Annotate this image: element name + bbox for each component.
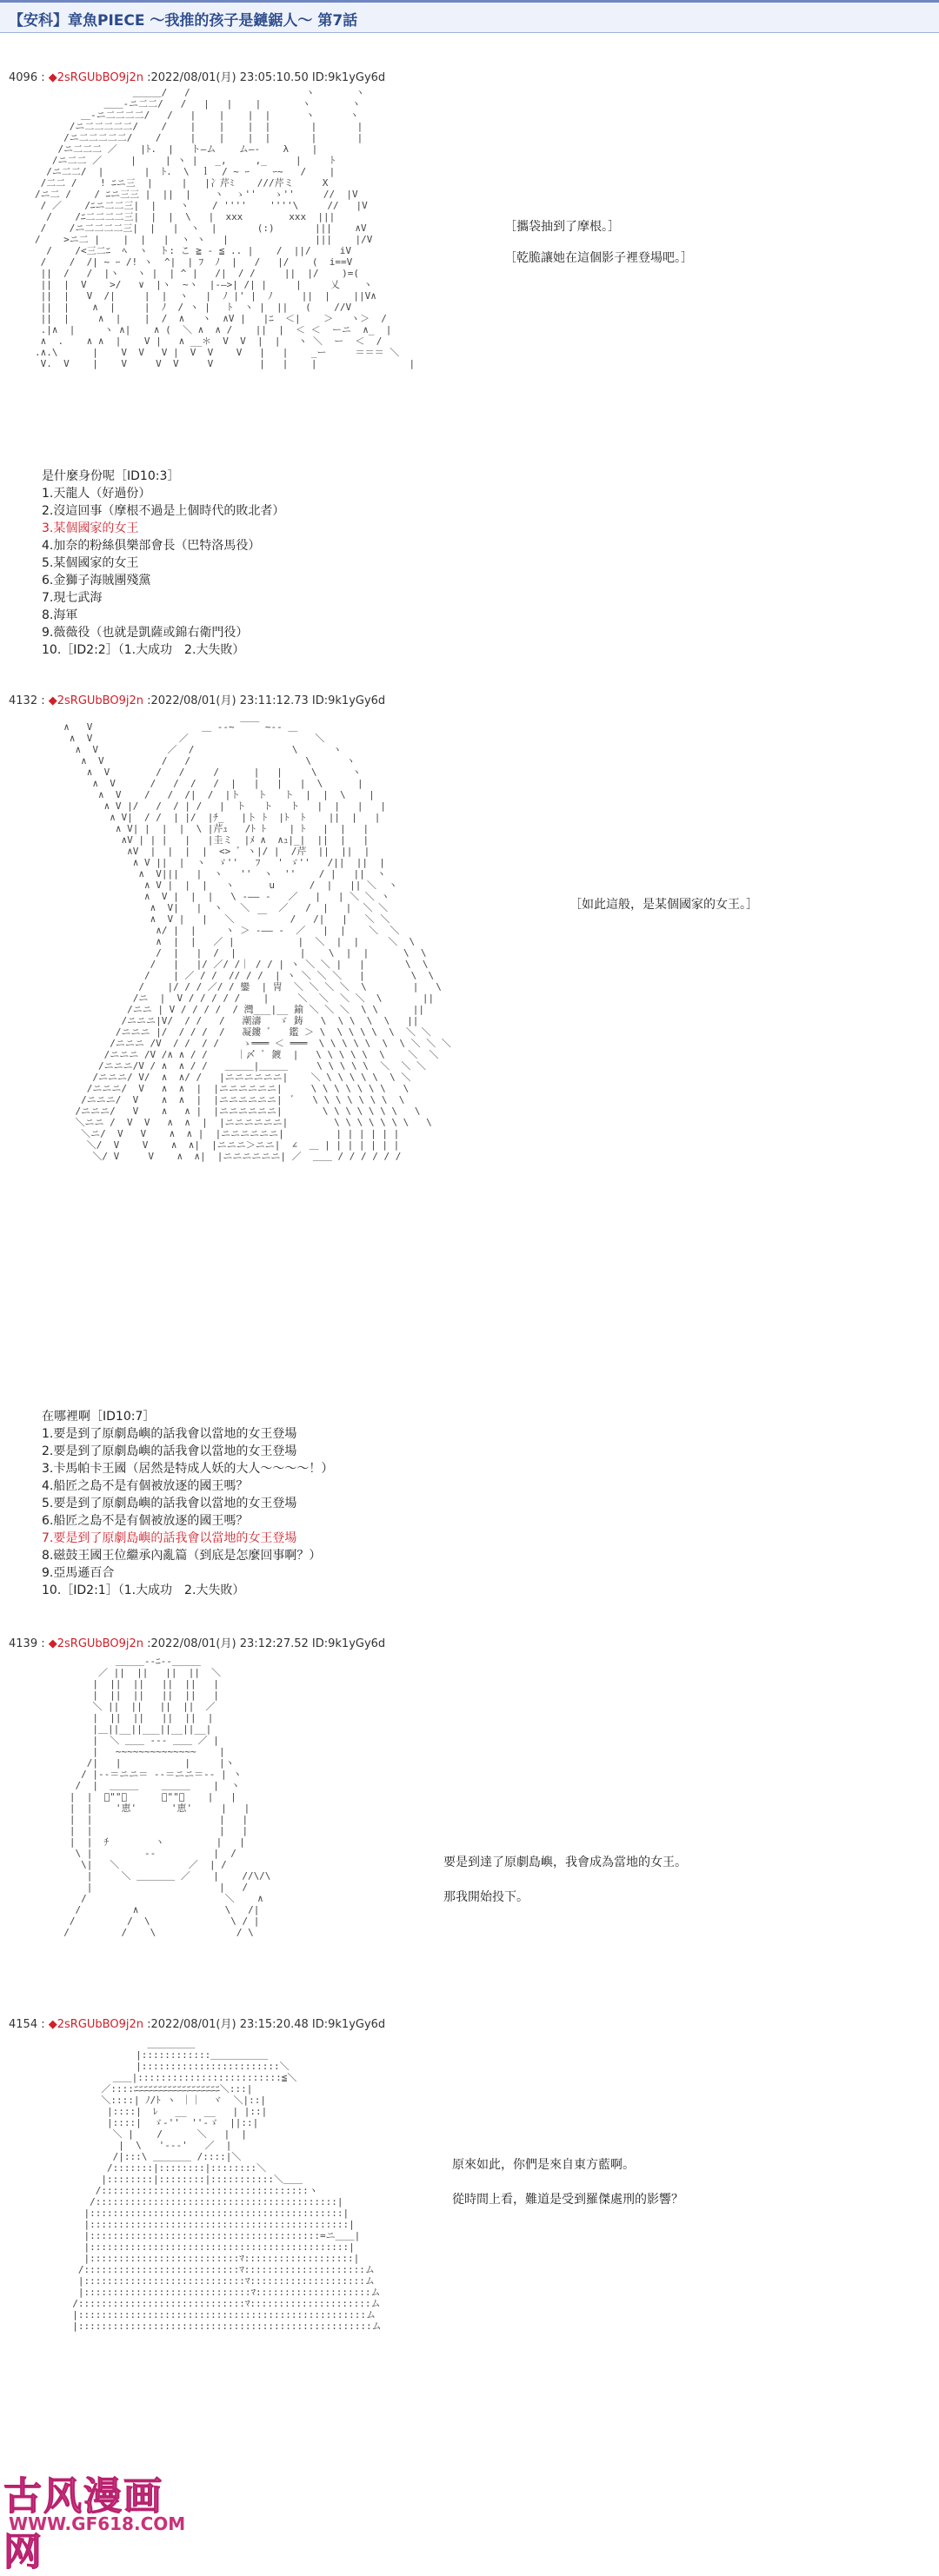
post-header: 4132 : ◆2sRGUbBO9j2n :2022/08/01(月) 23:11:12.73 ID:9k1yGy6d	[9, 694, 386, 707]
post-header: 4096 : ◆2sRGUbBO9j2n :2022/08/01(月) 23:05:10.50 ID:9k1yGy6d	[9, 71, 386, 84]
list-item: 6.船匠之島不是有個被放逐的國王嗎？	[42, 1514, 249, 1528]
post-number: 4154	[9, 2018, 38, 2031]
post-number: 4096	[9, 71, 38, 84]
post-date: 2022/08/01(月) 23:05:10.50 ID:9k1yGy6d	[150, 71, 386, 84]
list-item: 10.［ID2:2］（1.大成功 2.大失敗）	[42, 643, 245, 657]
poster-name: ◆2sRGUbBO9j2n	[48, 71, 143, 84]
list-item: 10.［ID2:1］（1.大成功 2.大失敗）	[42, 1583, 245, 1597]
list-item: 8.海軍	[42, 608, 78, 622]
list-item: 6.金獅子海賊團殘黨	[42, 574, 151, 588]
post-number: 4132	[9, 694, 38, 707]
list-item: 4.加奈的粉絲俱樂部會長（巴特洛馬役）	[42, 539, 261, 553]
list-item: 4.船匠之島不是有個被放逐的國王嗎？	[42, 1479, 249, 1493]
list-item: 3.卡馬帕卡王國（居然是特成人妖的大人～～～～！）	[42, 1462, 334, 1476]
list-item: 5.某個國家的女王	[42, 556, 139, 570]
post-date: 2022/08/01(月) 23:11:12.73 ID:9k1yGy6d	[150, 694, 386, 707]
poster-name: ◆2sRGUbBO9j2n	[48, 1637, 143, 1650]
poster-name: ◆2sRGUbBO9j2n	[48, 694, 143, 707]
page-title-bar	[0, 0, 939, 33]
ascii-art-figure: ∧ V ＿ -‐~ ￣￣ ~‐- ＿ ∧ V ／ ＼ ∧ V ／ / \ ヽ ∧ V / / \ ヽ ∧ V / / / | | \ ヽ ∧ V / / / / | | | | \ | ∧ V / / /| / |ト ト ト | | \ | ∧ V |/ / / | / | ト ト ト | | | | ∧ V| / / | |/ |ﾁ_ |ト ﾄ |ﾄ ﾄ || | | ∧ V| | | | \ |芹ｭ /ﾄ ﾄ | ﾄ | | | ∧V | | | | |圭ミ |ﾒ ∧ ∧ｭ|_| || | | ∧V | | | | <> ﾞ ヽ|/ | /芹 || || | ∧ V || | ヽ ゞ'' ﾌ ' ゞ'' /|| || | ∧ V||| | ヽ '' ヽ '' / | || ヽ ∧ V | | | ヽ u / | || ＼ ヽ ∧ V | | | \ -—— - ／ | | ＼ ＼ ヽ ∧ V| | ヽ ＼ ／ / | | ＼ ＼ ∧ V | | ＼ ￣ / /| | ＼ ＼ ∧/ | | ヽ ＞ -—— - ／ | | ＼ ＼ ∧ | | ／ | | ＼ | | ＼ \ / | | / | | \ | | \ \ / | |/ ／/ /｜ / / | ヽ ＼ ＼ | | \ \ / | ／ / / // / / | ヽ ＼ ＼ ＼ | \ \ / |/ / / ／/ / 鑾 | 冑 ＼ ＼ ＼ ＼ \ | \ /ニ | V / / / / / | ＼ ＼ ＼ ＼ \ || /ニニ | V / / / / / 灣___|__ 鍮 ＼ ＼ ＼ \ \ || /ニニニ|V/ / / / 潮濤 ゞ 鋳 \ \ \ \ \ || /ニニニ |/ / / / / 凝鏤 ﾞ 鑑 ＞ \ \ \ \ \ \ ＼ ＼ /ニニニ /V / / / / ゝ═══ ＜ ═══ \ \ \ \ \ \ \ ＼ ＼ ＼ /ニニニ /V /∧ ∧ / / ｜〆 ﾞ 鍍 | \ \ \ \ \ \ ＼ ＼ /ニニニ/V / ∧ ∧ / / ＿＿＿|＿＿＿ \ \ \ \ \ ＼ ＼ ＼ /ニニニ/ V/ ∧ ∧/ / |ニニニニニニ| ＼ \ \ \ \ \ \ ＼ /ニニニ/ V ∧ ∧ | |ニニニニニニ| \ \ \ \ \ \ \ \ /ニニニ/ V ∧ ∧ | |ニニニニニニ| ﾞ \ \ \ \ \ \ \ \ /ニニニ/ V ∧ ∧ | |ニニニニニニ| \ \ \ \ \ \ \ \ ＼ニニ / V V ∧ ∧ | |ニニニニニニ| \ \ \ \ \ \ \ \ ＼ニ/ V V ∧ ∧ | |ニニニニニニ| | | | | | | ＼/ V V ∧ ∧| |ニニニ＞ニニ| ∠ ＿ | | | | | | | ＼/ V V ∧ ∧| |ニニニニニニ| ／ ＿＿ / / / / / /	[63, 721, 451, 1162]
post-header: 4154 : ◆2sRGUbBO9j2n :2022/08/01(月) 23:15:20.48 ID:9k1yGy6d	[9, 2018, 386, 2031]
ascii-art-figure: ＿＿＿/ / ヽ ヽ ＿＿-ニ二二/ / | | | ヽ ヽ ＿-ニ二二二二/ / | | | | ヽ ヽ /ニ二二二二二/ / | | | | | | /ニ二二二二二/ / | | | | | | /ニ二二二 ／ |ﾄ. | ト—ム ム—‐ λ | /ニ二二 ／ | | ヽ | _, ,_ | ﾄ /ニ二二/ | | ﾄ. \ ｌ / ~ ｰ ｰ~ / | /二二 / ! ﾆニ三 | | |冫芹ﾐ ///芹ミ X /ニ二 / / ﾆニ三三 | || | ヽ ゝ'' ゝ'' // |V / ／ /ﾆニ二二三| | ヽ / '''' ''''\ // |V / /ﾆ二二二二三| | | \ | xxx xxx ||| / /ニ二二二二三| | | ヽ | (:) ||| ∧V / >ニ二 | | | | ヽ ヽ | ||| |/V / /<三二ﾆ ﾍ ヽ ト: こ ≧ - ≦ .. | / ||/ iV / / /| ~ ｰ /! ヽ ^| | ﾌ ﾉ | / |/ ( i==V || / / |ヽ ヽ | | ^ | /| / / || |/ )=( || | V >/ ∨ |ヽ ~ヽ |-—>| /| | | 乂 ヽ || | V /| | | ヽ | ﾉ |' | ﾉ || | ||V∧ || | ∧ | | ﾉ / ヽ | ﾄ ヽ | || ( //V || | ∧ | | / ∧ ヽ ∧V | |ﾆ ＜| ＞ ヽ＞ / .|∧ | ヽ ∧| ∧ ( ＼ ∧ ∧ / || | ＜ ＜ ーニ ∧_ | ∧ . ∧ ∧ | V | ∧ __＊ V V | | ヽ ＼ ー ＜ / .∧.\ | V V V | V V V | | _ー ＝＝＝ ＼ V. V | V V V V | | | |	[35, 87, 416, 369]
page-title: 【安科】章魚PIECE ～我推的孩子是鏈鋸人～ 第7話	[9, 12, 358, 30]
list-title: 在哪裡啊［ID10:7］	[42, 1410, 156, 1424]
list-item: 9.亞馬遜百合	[42, 1566, 115, 1580]
watermark-logo: 古风漫画网	[3, 2465, 200, 2576]
ascii-art-figure: ＿＿＿-‐ﾆ‐-＿＿＿ ／ || || || || ＼ | || || || || | | || || || || | ＼ || || || || ／ | || || || || | |＿||__||___||__||__| | ＼ ＿＿ ‐-‐ ＿＿ ／ | | ~~~~~~~~~~~~~~ | /| | | |ヽ / |--＝ニニ＝ ‐-＝ニニ＝-- | ヽ / | ＿＿＿ ＿＿＿ | ヽ | | ﾞ""ﾞ ﾞ""ﾞ | | | | '恵' '恵' | | | | | | | | | | | | ﾁ ヽ | | \ | ‐‐ | / \| ＼ ／ | / | ＼ ＿＿＿＿ ／ | //\/\ | | / / ＼ ∧ / ∧ \ /| / / \ \ / | / / \ / \	[63, 1656, 271, 1938]
choice-list	[42, 1408, 333, 1599]
speech-line: 原來如此，你們是來自東方藍啊。	[452, 2158, 635, 2172]
speech-line: 從時間上看，難道是受到羅傑處刑的影響？	[452, 2193, 683, 2207]
list-item: 1.要是到了原劇島嶼的話我會以當地的女王登場	[42, 1427, 297, 1441]
speech-line: ［攜袋抽到了摩根。］	[504, 220, 620, 234]
speech-line: 那我開始投下。	[443, 1890, 529, 1904]
post-number: 4139	[9, 1637, 38, 1650]
list-item-selected: 3.某個國家的女王	[42, 521, 139, 535]
ascii-art-figure: ＿＿＿＿＿ |::::::::::::＿＿＿＿＿＿ |::::::::::::::::::::::::＼ ＿＿|:::::::::::::::::::::::::≦＼ ／::::ﾆﾆﾆﾆﾆﾆﾆﾆﾆﾆﾆﾆﾆﾆﾆﾆﾆﾆ＼:::| ＼::::| ﾉ/ﾄ ヽ ｜｜ ヾ ＼|::| |::::| ﾚ __ __ | |::| |::::| ゞ‐'' ''‐ゞ ||::| ＼ | / ＼ | | | \ '‐‐‐' ／ | /|:::\ ＿＿＿＿ /::::|＼ /:::::::|::::::::|::::::::＼ |::::::::|::::::::|:::::::::::＼＿＿ /::::::::::::::::::::::::::::::::::::ヽ /::::::::::::::::::::::::::::::::::::::::::| |::::::::::::::::::::::::::::::::::::::::::::| |:::::::::::::::::::::::::::::::::::::::::::::| |::::::::::::::::::::::::::::::::::::::::=ニ＿＿| |:::::::::::::::::::::::::::::::::::::::::::::| |::::::::::::::::::::::::::ﾏ:::::::::::::::::::| /:::::::::::::::::::::::::::ﾏ:::::::::::::::::::::ム |::::::::::::::::::::::::::::ﾏ::::::::::::::::::::ム |:::::::::::::::::::::::::::::ﾏ::::::::::::::::::::ム /:::::::::::::::::::::::::::::ﾏ:::::::::::::::::::::ム |::::::::::::::::::::::::::::::::::::::::::::::::::ム |:::::::::::::::::::::::::::::::::::::::::::::::::::ム	[72, 2038, 382, 2332]
watermark	[0, 2465, 200, 2574]
list-item-selected: 7.要是到了原劇島嶼的話我會以當地的女王登場	[42, 1531, 297, 1545]
list-title: 是什麼身份呢［ID10:3］	[42, 469, 180, 483]
post-date: 2022/08/01(月) 23:15:20.48 ID:9k1yGy6d	[150, 2018, 386, 2031]
post-header: 4139 : ◆2sRGUbBO9j2n :2022/08/01(月) 23:12:27.52 ID:9k1yGy6d	[9, 1637, 386, 1650]
watermark-url: WWW.GF618.COM	[9, 2513, 186, 2534]
list-item: 7.現七武海	[42, 591, 103, 605]
speech-line: ［乾脆讓她在這個影子裡登場吧。］	[504, 251, 693, 265]
list-item: 9.薇薇役（也就是凱薩或錦右衛門役）	[42, 626, 249, 640]
list-item: 8.磁鼓王國王位繼承內亂篇（到底是怎麼回事啊？）	[42, 1549, 322, 1563]
list-item: 2.沒這回事（摩根不過是上個時代的敗北者）	[42, 504, 285, 518]
poster-name: ◆2sRGUbBO9j2n	[48, 2018, 143, 2031]
list-item: 2.要是到了原劇島嶼的話我會以當地的女王登場	[42, 1444, 297, 1458]
speech-line: 要是到達了原劇島嶼，我會成為當地的女王。	[443, 1856, 687, 1869]
list-item: 1.天龍人（好過份）	[42, 487, 151, 501]
post-date: 2022/08/01(月) 23:12:27.52 ID:9k1yGy6d	[150, 1637, 386, 1650]
choice-list	[42, 468, 284, 659]
speech-line: ［如此這般，是某個國家的女王。］	[569, 898, 758, 912]
list-item: 5.要是到了原劇島嶼的話我會以當地的女王登場	[42, 1497, 297, 1510]
